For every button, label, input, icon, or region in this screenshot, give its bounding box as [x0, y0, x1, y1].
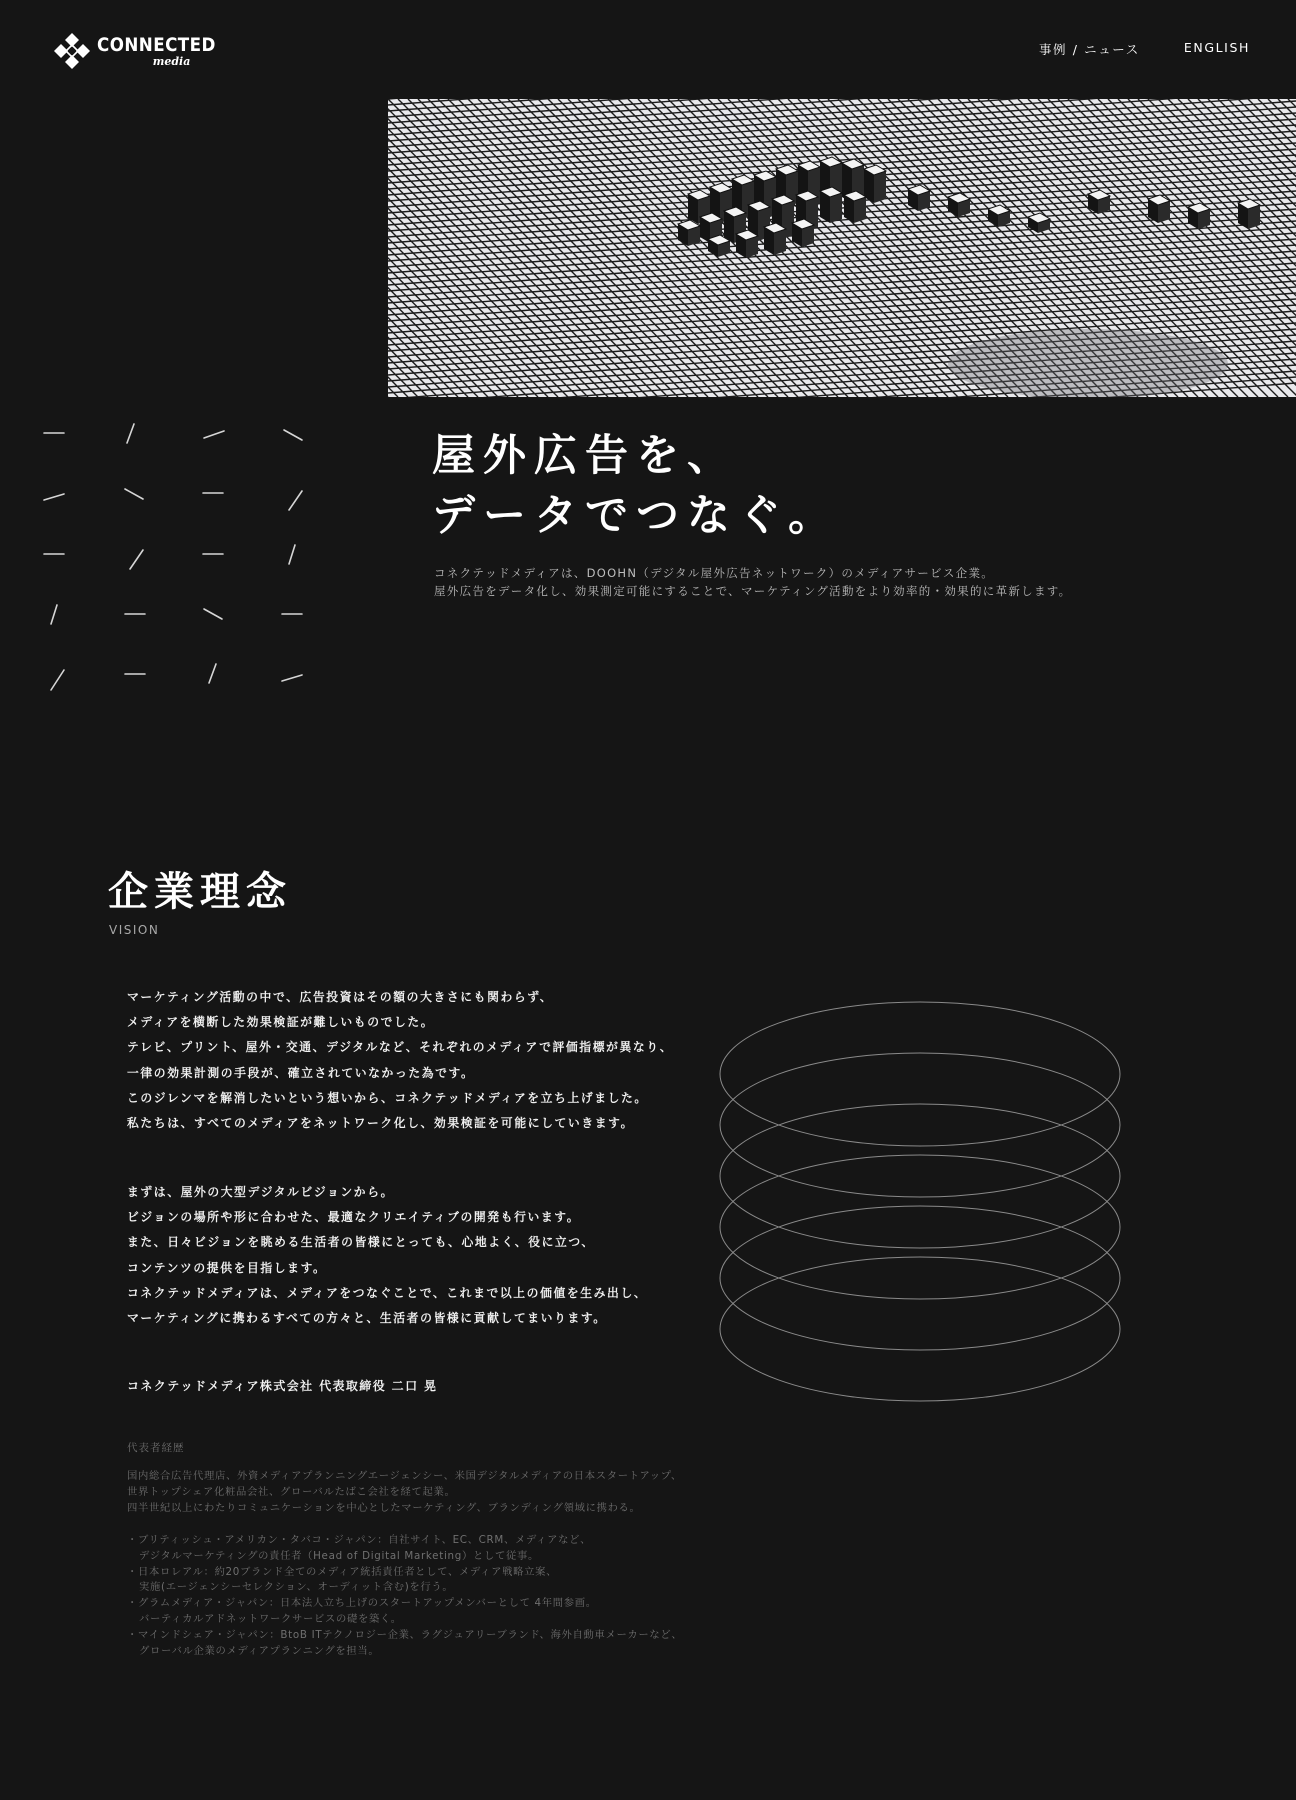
career-item [127, 1533, 682, 1565]
career-intro-line: 四半世紀以上にわたりコミュニケーションを中心としたマーケティング、ブランディング領域に携わる。 [127, 1501, 641, 1514]
vision-line: ビジョンの場所や形に合わせた、最適なクリエイティブの開発も行います。 [127, 1210, 581, 1225]
hero-title-line1: 屋外広告を、 [432, 431, 738, 481]
career-item-line1: ・グラムメディア・ジャパン：日本法人立ち上げのスタートアップメンバーとして 4年間参画。 [127, 1597, 597, 1610]
logo[interactable] [53, 32, 232, 70]
career-item-line1: ・ブリティッシュ・アメリカン・タバコ・ジャパン：自社サイト、EC、CRM、メディアなど、 [127, 1534, 592, 1546]
logo-name: CONNECTED [97, 33, 216, 56]
career-list [127, 1533, 682, 1659]
vision-subtitle: VISION [109, 923, 160, 937]
main-nav [1039, 40, 1250, 58]
vision-line: コンテンツの提供を目指します。 [127, 1260, 327, 1275]
career-item-line2: デジタルマーケティングの責任者（Head of Digital Marketing）として従事。 [139, 1549, 539, 1562]
logo-sub: media [152, 54, 191, 68]
career-item-line1: ・日本ロレアル：約20ブランド全てのメディア統括責任者として、メディア戦略立案、 [127, 1565, 558, 1578]
hero-image [388, 99, 1296, 397]
vision-line: また、日々ビジョンを眺める生活者の皆様にとっても、心地よく、役に立つ、 [127, 1235, 595, 1250]
hero-title [432, 426, 839, 546]
vision-line: コネクテッドメディアは、メディアをつなぐことで、これまで以上の価値を生み出し、 [127, 1285, 648, 1300]
vision-paragraph-2 [127, 1180, 647, 1331]
career-item-line2: バーティカルアドネットワークサービスの礎を築く。 [139, 1612, 402, 1625]
logo-mark-icon [53, 32, 91, 70]
career-item-line1: ・マインドシェア・ジャパン：BtoB ITテクノロジー企業、ラグジュアリーブランド、海外自動車メーカーなど、 [127, 1628, 683, 1641]
hero-desc-line1: コネクテッドメディアは、DOOHN（デジタル屋外広告ネットワーク）のメディアサービス企業。 [434, 566, 995, 580]
vision-line: このジレンマを解消したいという想いから、コネクテッドメディアを立ち上げました。 [127, 1090, 648, 1105]
career-intro-line: 世界トップシェア化粧品会社、グローバルたばこ会社を経て起業。 [127, 1485, 456, 1498]
vision-line: テレビ、プリント、屋外・交通、デジタルなど、それぞれのメディアで評価指標が異なり、 [127, 1040, 674, 1055]
hero-title-line2: データでつなぐ。 [432, 491, 840, 541]
career-item-line2: グローバル企業のメディアプランニングを担当。 [139, 1644, 380, 1657]
nav-english[interactable]: ENGLISH [1183, 40, 1250, 55]
ceo-signature: コネクテッドメディア株式会社 代表取締役 二口 晃 [127, 1379, 438, 1393]
vision-title: 企業理念 [108, 869, 292, 915]
vision-line: メディアを横断した効果検証が難しいものでした。 [127, 1015, 435, 1030]
vision-paragraph-1 [127, 985, 673, 1136]
career-intro [127, 1469, 682, 1516]
vision-line: マーケティング活動の中で、広告投資はその額の大きさにも関わらず、 [127, 990, 554, 1004]
hero-description [434, 564, 1071, 600]
career-item [127, 1565, 682, 1597]
decorative-dashes [40, 418, 310, 698]
career-intro-line: 国内総合広告代理店、外資メディアプランニングエージェンシー、米国デジタルメディアの日本スタートアップ、 [127, 1470, 682, 1482]
nav-cases-news[interactable]: 事例 / ニュース [1038, 42, 1140, 57]
hero-desc-line2: 屋外広告をデータ化し、効果測定可能にすることで、マーケティング活動をより効率的・効果的に革新します。 [434, 584, 1072, 598]
career-item [127, 1596, 682, 1628]
career-item [127, 1628, 682, 1660]
career-label: 代表者経歴 [127, 1442, 185, 1454]
career-item-line2: 実施(エージェンシーセレクション、オーディット含む)を行う。 [139, 1581, 454, 1594]
vision-line: 一律の効果計測の手段が、確立されていなかった為です。 [127, 1065, 475, 1080]
vision-line: まずは、屋外の大型デジタルビジョンから。 [127, 1185, 394, 1199]
stacked-rings-illustration [716, 998, 1126, 1408]
vision-line: マーケティングに携わるすべての方々と、生活者の皆様に貢献してまいります。 [127, 1311, 607, 1326]
vision-line: 私たちは、すべてのメディアをネットワーク化し、効果検証を可能にしていきます。 [127, 1116, 634, 1131]
